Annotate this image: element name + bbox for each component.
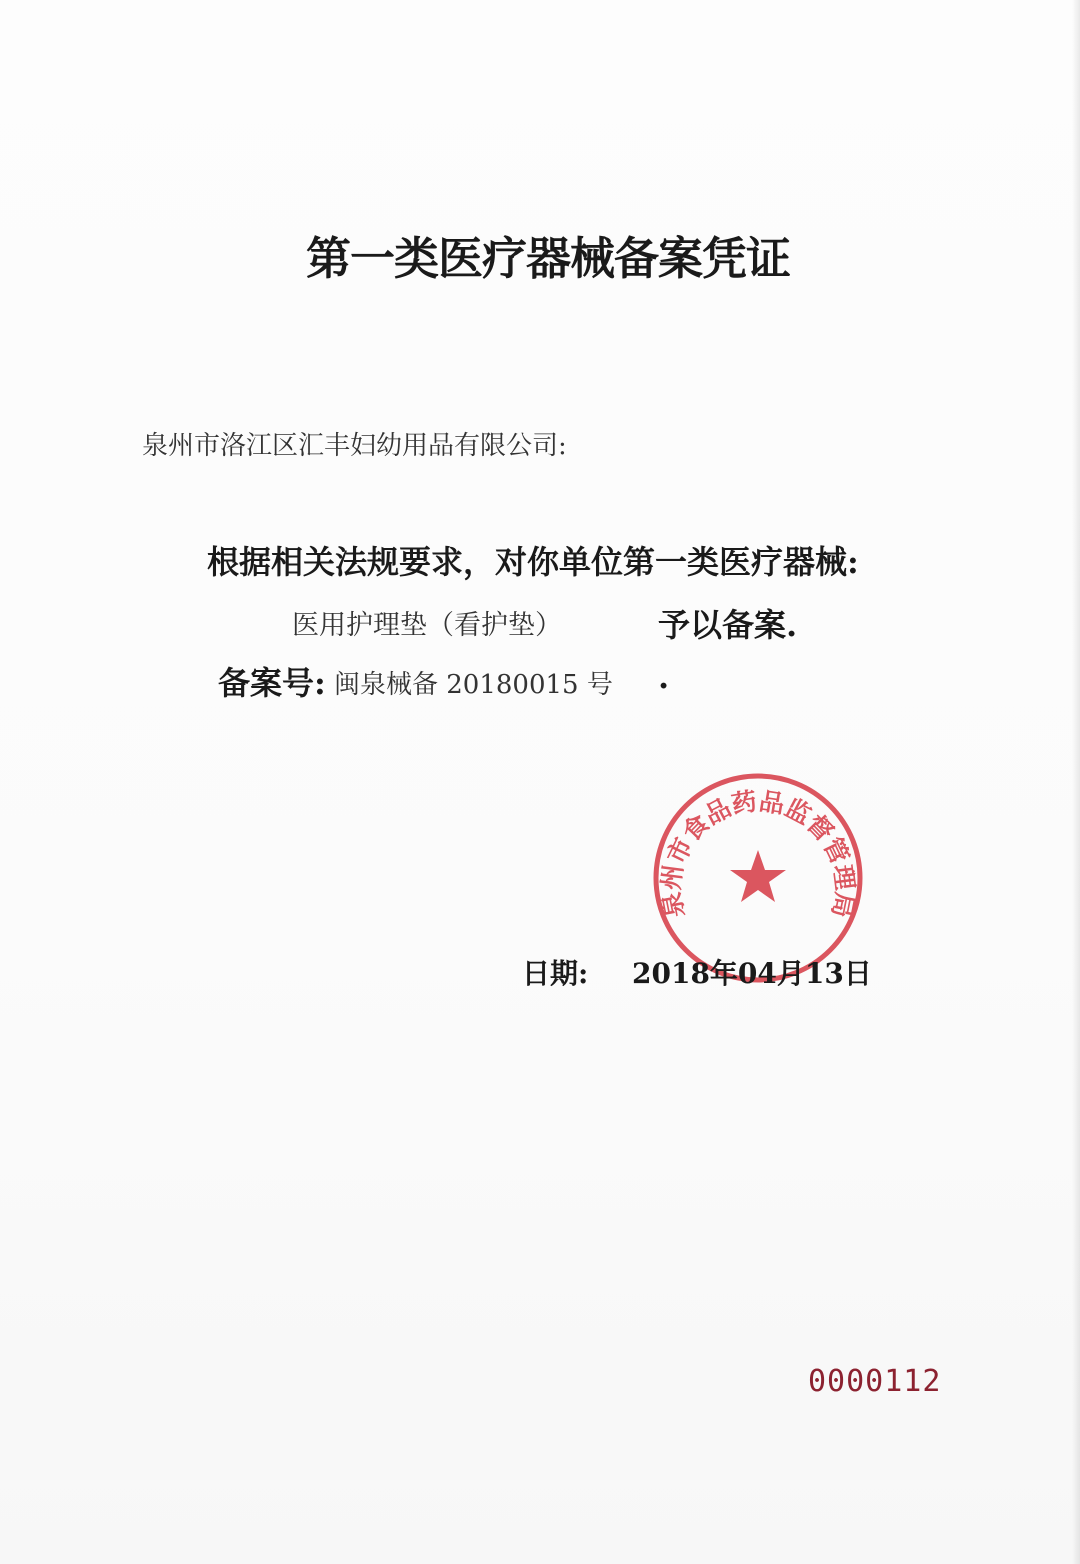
approval-text: 予以备案. (658, 606, 798, 644)
date-label: 日期: (522, 957, 589, 990)
date-value: 2018年04月13日 (632, 957, 872, 990)
page-edge-shadow (1072, 0, 1080, 1564)
record-number: 闽泉械备 20180015 号 (334, 670, 613, 700)
product-name: 医用护理垫（看护垫） (292, 610, 562, 641)
addressee: 泉州市洛江区汇丰妇幼用品有限公司: (142, 431, 567, 461)
document-title: 第一类医疗器械备案凭证 (306, 232, 791, 285)
star-icon (730, 850, 786, 902)
record-end-mark: . (658, 658, 670, 696)
intro-text: 根据相关法规要求，对你单位第一类医疗器械: (207, 543, 859, 581)
seal-text-path: 泉州市食品药品监督管理局 (656, 786, 860, 921)
serial-number: 0000112 (808, 1364, 942, 1399)
record-number-label: 备案号: (218, 664, 326, 702)
